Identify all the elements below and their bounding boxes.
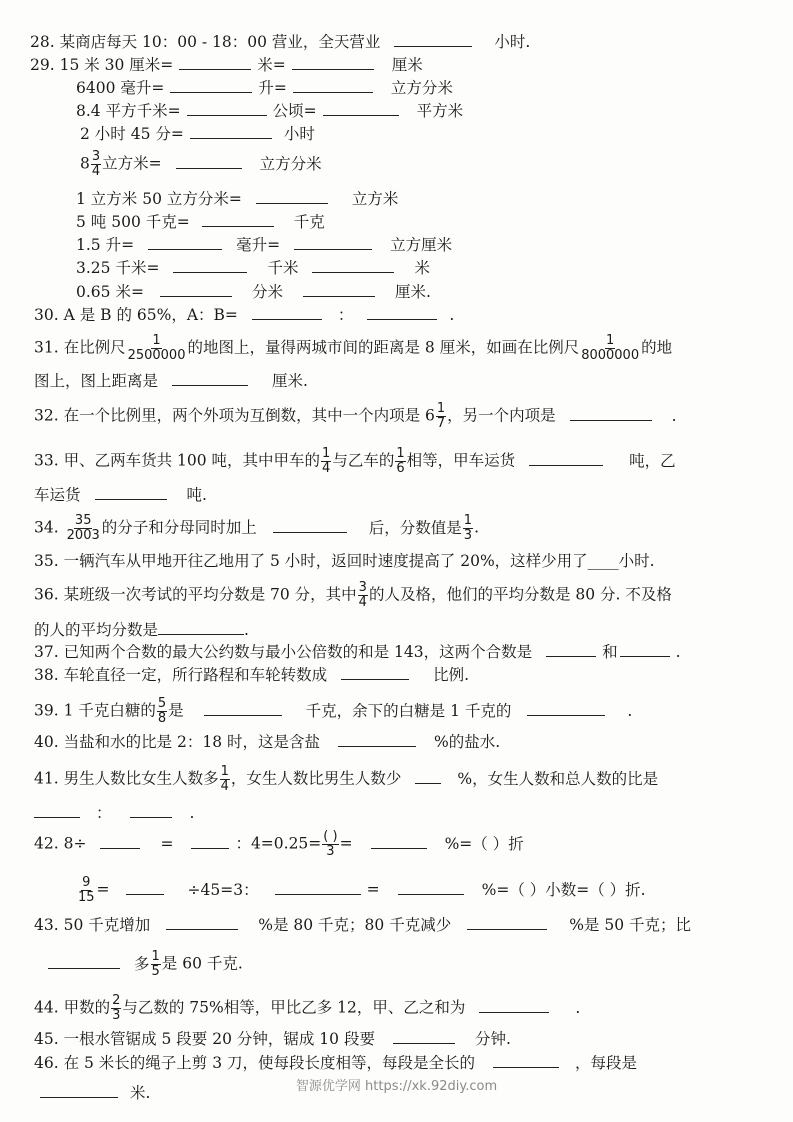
answer-blank[interactable]: [252, 305, 322, 320]
fraction: $\frac{1}{8000000}$: [581, 333, 640, 363]
question-37: 37. 已知两个合数的最大公约数与最小公倍数的和是 143，这两个合数是 和 .: [34, 643, 681, 661]
answer-blank[interactable]: [179, 55, 251, 70]
question-41-line-2: ： .: [34, 803, 194, 823]
fraction: $\frac{2}{3}$: [112, 993, 121, 1023]
q29-row-7: 5 吨 500 千克= 千克: [76, 213, 325, 231]
fraction: $\frac{1}{3}$: [463, 513, 473, 543]
question-43: 43. 50 千克增加 %是 80 千克；80 千克减少 %是 50 千克；比: [34, 916, 692, 934]
answer-blank[interactable]: [294, 235, 372, 250]
question-33: 33. 甲、乙两车货共 100 吨，其中甲车的 $\frac{1}{4}$ 与乙车的 $\frac{1}{6}$ 相等，甲车运货 吨，乙: [34, 446, 676, 476]
answer-blank[interactable]: [166, 915, 238, 930]
question-34: 34. $\frac{35}{2003}$ 的分子和分母同时加上 后，分数值是 $\frac{1}{3}$ .: [34, 513, 479, 543]
question-46-line-2: 米.: [34, 1083, 150, 1103]
q29-row-3: 8.4 平方千米= 公顷= 平方米: [76, 102, 464, 120]
question-43-line-2: 多 $\frac{1}{5}$ 是 60 千克.: [34, 950, 243, 979]
question-40: 40. 当盐和水的比是 2：18 时，这是含盐 %的盐水.: [34, 733, 501, 751]
answer-blank[interactable]: [415, 769, 441, 784]
fraction: $\frac{( )}{3}$: [323, 829, 338, 859]
answer-blank[interactable]: [493, 1053, 559, 1068]
fraction: $\frac{1}{7}$: [436, 401, 446, 431]
q29-row-4: 2 小时 45 分= 小时: [80, 125, 315, 143]
answer-blank[interactable]: [570, 406, 652, 421]
q29-row-10: 0.65 米= 分米 厘米.: [76, 283, 431, 301]
fraction: $\frac{3}{4}$: [91, 149, 101, 179]
answer-blank[interactable]: [338, 732, 416, 747]
question-31-line-2: 图上，图上距离是 厘米.: [34, 372, 308, 390]
answer-blank[interactable]: [394, 32, 472, 47]
answer-blank[interactable]: [158, 620, 244, 635]
q29-row-1: 29. 15 米 30 厘米= 米= 厘米: [30, 56, 423, 74]
answer-blank[interactable]: [34, 803, 80, 818]
answer-blank[interactable]: [273, 518, 347, 533]
answer-blank[interactable]: [173, 258, 247, 273]
answer-blank[interactable]: [187, 101, 267, 116]
fraction: $\frac{1}{2500000}$: [127, 333, 186, 363]
answer-blank[interactable]: [170, 78, 252, 93]
question-30: 30. A 是 B 的 65%，A：B= ： .: [34, 306, 455, 324]
q29-row-2: 6400 毫升= 升= 立方分米: [76, 79, 453, 97]
question-38: 38. 车轮直径一定，所行路程和车轮转数成 比例.: [34, 666, 470, 684]
fraction: $\frac{5}{8}$: [157, 696, 167, 726]
fraction: $\frac{1}{5}$: [151, 949, 160, 979]
answer-blank[interactable]: [202, 212, 274, 227]
answer-blank[interactable]: [371, 834, 427, 849]
answer-blank[interactable]: [176, 154, 242, 169]
q29-row-5: 8 $\frac{3}{4}$ 立方米= 立方分米: [80, 149, 322, 179]
answer-blank[interactable]: [100, 834, 140, 849]
answer-blank[interactable]: [303, 282, 375, 297]
question-41: 41. 男生人数比女生人数多 $\frac{1}{4}$ ，女生人数比男生人数少 %，女生人数和总人数的比是: [34, 764, 659, 794]
answer-blank[interactable]: [95, 485, 167, 500]
question-33-line-2: 车运货 吨.: [34, 486, 207, 504]
fraction: $\frac{1}{6}$: [396, 446, 405, 476]
question-39: 39. 1 千克白糖的 $\frac{5}{8}$ 是 千克，余下的白糖是 1 千克的 .: [34, 696, 633, 726]
q29-row-8: 1.5 升= 毫升= 立方厘米: [76, 236, 453, 254]
answer-blank[interactable]: [148, 235, 222, 250]
answer-blank[interactable]: [275, 880, 361, 895]
answer-blank[interactable]: [620, 642, 670, 657]
answer-blank[interactable]: [292, 55, 374, 70]
fraction: $\frac{1}{4}$: [322, 446, 331, 476]
answer-blank[interactable]: [341, 665, 409, 680]
answer-blank[interactable]: [190, 124, 272, 139]
answer-blank[interactable]: [48, 954, 120, 969]
question-35: 35. 一辆汽车从甲地开往乙地用了 5 小时，返回时速度提高了 20%，这样少用了____小时.: [34, 552, 655, 570]
question-42-line-2: $\frac{9}{15}$ = ÷45=3： = %=（ ）小数=（ ）折.: [78, 875, 646, 905]
answer-blank[interactable]: [529, 451, 603, 466]
q29-row-6: 1 立方米 50 立方分米= 立方米: [76, 190, 399, 208]
answer-blank[interactable]: [191, 834, 229, 849]
answer-blank[interactable]: [398, 880, 464, 895]
answer-blank[interactable]: [204, 701, 282, 716]
question-46: 46. 在 5 米长的绳子上剪 3 刀，使每段长度相等，每段是全长的 ，每段是: [34, 1054, 638, 1072]
fraction: $\frac{9}{15}$: [78, 875, 95, 905]
answer-blank[interactable]: [479, 998, 549, 1013]
answer-blank[interactable]: [467, 915, 547, 930]
q29-row-9: 3.25 千米= 千米 米: [76, 259, 430, 277]
answer-blank[interactable]: [172, 371, 248, 386]
question-36-line-2: 的人的平均分数是 .: [34, 621, 249, 639]
answer-blank[interactable]: [256, 189, 328, 204]
fraction: $\frac{1}{4}$: [220, 764, 229, 794]
question-45: 45. 一根水管锯成 5 段要 20 分钟，锯成 10 段要 分钟.: [34, 1030, 511, 1048]
watermark: 智源优学网 https://xk.92diy.com: [295, 1079, 498, 1094]
question-28: 28. 某商店每天 10：00 - 18：00 营业，全天营业 小时.: [30, 33, 531, 51]
question-32: 32. 在一个比例里，两个外项为互倒数，其中一个内项是 6 $\frac{1}{7}$ ，另一个内项是 .: [34, 401, 677, 431]
question-36: 36. 某班级一次考试的平均分数是 70 分，其中 $\frac{3}{4}$ 的人及格，他们的平均分数是 80 分. 不及格: [34, 580, 672, 610]
answer-blank[interactable]: [130, 803, 172, 818]
answer-blank[interactable]: [323, 101, 399, 116]
answer-blank[interactable]: [126, 880, 164, 895]
fraction: $\frac{35}{2003}$: [66, 513, 100, 543]
answer-blank[interactable]: [293, 78, 373, 93]
answer-blank[interactable]: [546, 642, 596, 657]
answer-blank[interactable]: [160, 282, 232, 297]
answer-blank[interactable]: [393, 1029, 455, 1044]
answer-blank[interactable]: [527, 701, 605, 716]
fraction: $\frac{3}{4}$: [358, 580, 367, 610]
question-42: 42. 8÷ = ：4=0.25= $\frac{( )}{3}$ = %=（ ）折: [34, 829, 524, 859]
question-31: 31. 在比例尺 $\frac{1}{2500000}$ 的地图上，量得两城市间的距离是 8 厘米，如画在比例尺 $\frac{1}{8000000}$ 的地: [34, 333, 673, 363]
question-44: 44. 甲数的 $\frac{2}{3}$ 与乙数的 75%相等，甲比乙多 12，甲、乙之和为 .: [34, 993, 581, 1023]
answer-blank[interactable]: [367, 305, 437, 320]
answer-blank[interactable]: [312, 258, 394, 273]
